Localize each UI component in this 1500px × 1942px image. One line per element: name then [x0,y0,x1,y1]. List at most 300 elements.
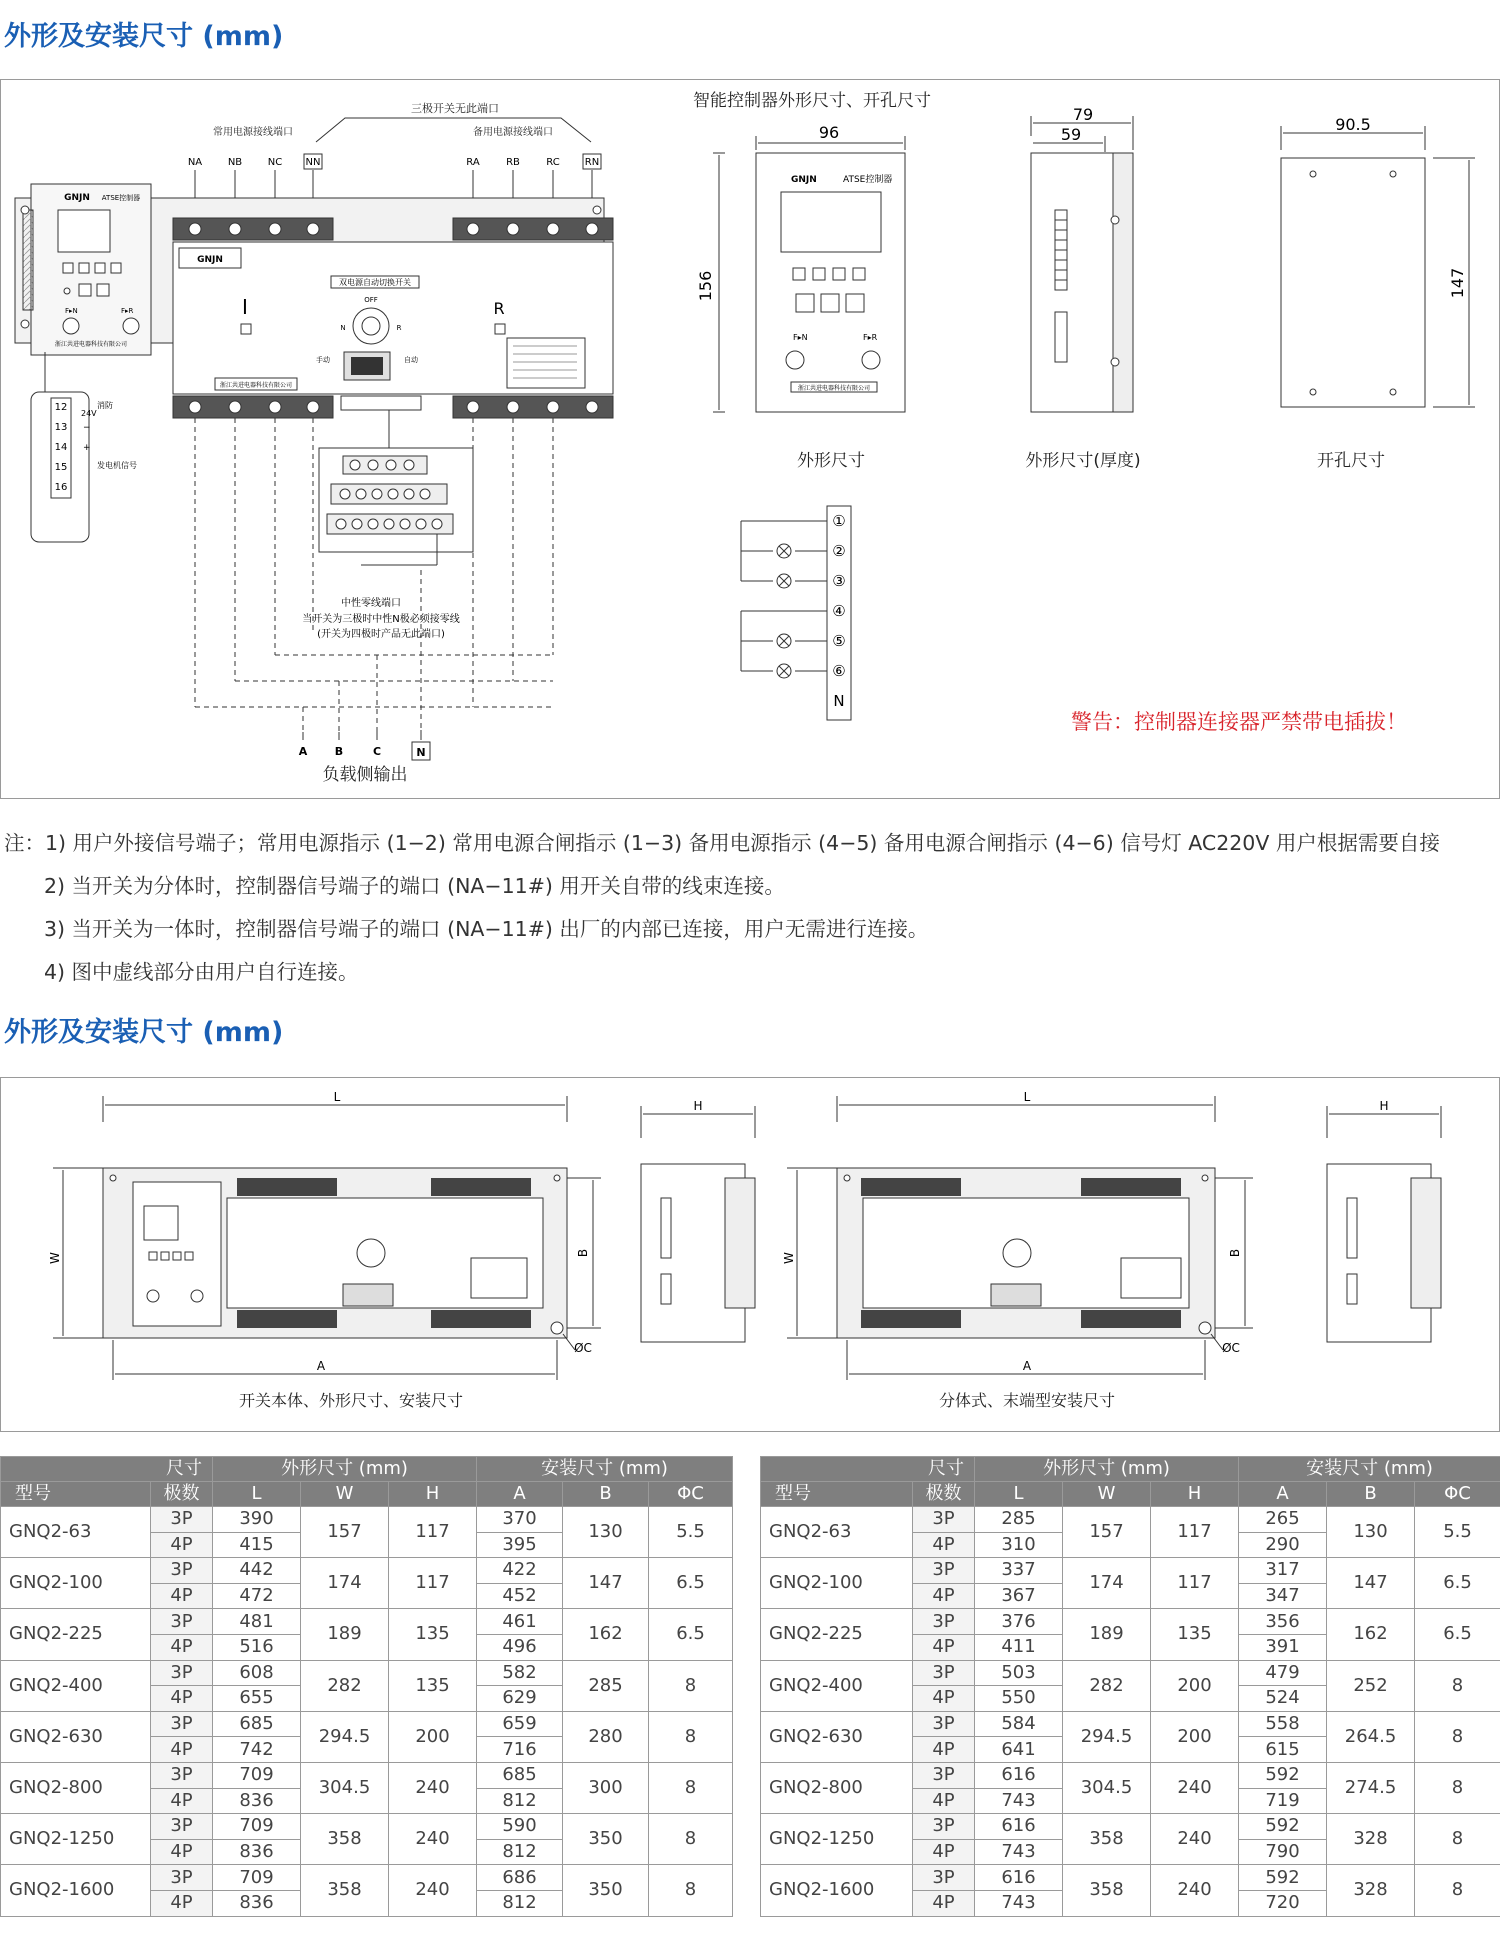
l-cell: 310 [975,1532,1063,1558]
pole-cell: 4P [151,1634,213,1660]
c-cell: 8 [1415,1865,1500,1916]
generator-signal-label: 发电机信号 [97,461,137,470]
header-b: B [1327,1482,1415,1507]
table-row [761,1660,1500,1686]
dim-96: 96 [818,123,840,142]
table-row [761,1762,1500,1788]
l-cell: 709 [213,1762,301,1788]
a-cell: 812 [477,1788,563,1814]
switch-company: 浙江共进电器科技有限公司 [219,382,293,389]
h-cell: 135 [389,1609,477,1660]
l-cell: 376 [975,1609,1063,1635]
b-cell: 274.5 [1327,1762,1415,1813]
model-cell: GNQ2-63 [1,1507,151,1558]
a-cell: 370 [477,1507,563,1533]
dim-156: 156 [696,270,715,302]
table-row [1,1762,733,1788]
l-cell: 655 [213,1686,301,1712]
pole-cell: 3P [151,1609,213,1635]
c-cell: 8 [649,1865,733,1916]
h-cell: 240 [389,1814,477,1865]
b-cell: 350 [563,1814,649,1865]
dim-b: B [576,1248,590,1258]
pole-cell: 3P [151,1814,213,1840]
table-row [761,1558,1500,1584]
pole-cell: 4P [913,1634,975,1660]
l-cell: 836 [213,1788,301,1814]
signal-terminal: ① [832,512,846,530]
c-cell: 6.5 [1415,1558,1500,1609]
w-cell: 189 [301,1609,389,1660]
section-title-2: 外形及安装尺寸 (mm) [4,1017,284,1048]
load-terminal: A [298,745,308,758]
header-a: A [1239,1482,1327,1507]
neutral-label: 中性零线端口 [341,598,401,609]
dim-79: 79 [1072,105,1094,124]
signal-terminal: N [833,692,845,710]
w-cell: 189 [1063,1609,1151,1660]
pole-cell: 3P [151,1711,213,1737]
l-cell: 337 [975,1558,1063,1584]
terminal-label: NA [187,157,203,168]
controller-front-view [696,123,905,412]
h-cell: 240 [389,1865,477,1916]
table-row [1,1558,733,1584]
a-cell: 391 [1239,1634,1327,1660]
a-cell: 265 [1239,1507,1327,1533]
a-cell: 716 [477,1737,563,1763]
terminal-label: RB [506,157,520,168]
model-cell: GNQ2-225 [761,1609,913,1660]
dim-l-right: L [1023,1090,1031,1104]
controller-dims-title: 智能控制器外形尺寸、开孔尺寸 [693,91,931,111]
a-cell: 290 [1239,1532,1327,1558]
plus-label: + [83,443,91,453]
a-cell: 812 [477,1839,563,1865]
h-cell: 135 [389,1660,477,1711]
header-l: L [213,1482,301,1507]
pole-cell: 4P [151,1686,213,1712]
pole-cell: 4P [151,1788,213,1814]
dim-w-right: W [782,1252,796,1264]
c-cell: 8 [1415,1762,1500,1813]
terminal-number: 16 [54,482,68,493]
controller-name: ATSE控制器 [101,194,141,202]
three-pole-note: 三极开关无此端口 [411,102,499,115]
dim-phic: ØC [574,1341,592,1355]
header-w: W [1063,1482,1151,1507]
model-cell: GNQ2-630 [1,1711,151,1762]
table-row [761,1711,1500,1737]
w-cell: 358 [301,1814,389,1865]
l-cell: 836 [213,1839,301,1865]
w-cell: 174 [1063,1558,1151,1609]
caption-cutout: 开孔尺寸 [1317,451,1385,471]
c-cell: 8 [649,1762,733,1813]
header-install: 安装尺寸 (mm) [1239,1457,1500,1482]
b-cell: 350 [563,1865,649,1916]
c-cell: 5.5 [1415,1507,1500,1558]
pole-cell: 3P [913,1762,975,1788]
w-cell: 294.5 [301,1711,389,1762]
c-cell: 8 [1415,1660,1500,1711]
neutral-note-1: 当开关为三极时中性N极必须接零线 [302,614,460,625]
pole-cell: 4P [151,1890,213,1916]
pole-cell: 3P [913,1507,975,1533]
header-l: L [975,1482,1063,1507]
terminal-label: RN [584,157,600,168]
a-cell: 659 [477,1711,563,1737]
pole-cell: 3P [913,1660,975,1686]
terminal-number: 14 [54,442,68,453]
l-cell: 616 [975,1814,1063,1840]
w-cell: 157 [1063,1507,1151,1558]
position-r: R [493,299,505,318]
manual-label: 手动 [316,356,330,364]
header-size: 尺寸 [761,1457,975,1482]
warning-text: 警告：控制器连接器严禁带电插拔！ [1071,710,1407,734]
h-cell: 240 [1151,1865,1239,1916]
h-cell: 117 [1151,1507,1239,1558]
table-row [1,1711,733,1737]
table-row [761,1609,1500,1635]
header-poles: 极数 [151,1482,213,1507]
table-row [1,1507,733,1533]
c-cell: 6.5 [1415,1609,1500,1660]
switch-side-view-left [641,1099,755,1342]
dim-147: 147 [1448,267,1467,299]
spec-table-split [760,1456,1500,1917]
model-cell: GNQ2-100 [761,1558,913,1609]
switch-label: 双电源自动切换开关 [339,278,411,287]
signal-terminal: ⑤ [832,632,846,650]
h-cell: 200 [1151,1711,1239,1762]
w-cell: 358 [1063,1814,1151,1865]
spec-table-integrated [0,1456,733,1917]
c-cell: 8 [649,1711,733,1762]
pole-cell: 4P [913,1737,975,1763]
section-title-1: 外形及安装尺寸 (mm) [4,21,284,52]
header-outline: 外形尺寸 (mm) [213,1457,477,1482]
header-b: B [563,1482,649,1507]
controller-cutout-view [1281,115,1475,407]
signal-terminal-diagram [741,506,851,720]
dim-a: A [316,1359,326,1373]
l-cell: 481 [213,1609,301,1635]
a-cell: 395 [477,1532,563,1558]
minus-label: − [83,423,91,433]
caption-outline: 外形尺寸 [797,451,865,471]
header-outline: 外形尺寸 (mm) [975,1457,1239,1482]
ctrl-name: ATSE控制器 [843,175,893,185]
a-cell: 790 [1239,1839,1327,1865]
backup-source-label: 备用电源接线端口 [473,127,553,138]
dim-l: L [333,1090,341,1104]
pole-cell: 3P [913,1865,975,1891]
outline-diagram [1,1078,1498,1430]
w-cell: 174 [301,1558,389,1609]
pole-cell: 3P [913,1558,975,1584]
dim-90-5: 90.5 [1335,115,1371,134]
l-cell: 472 [213,1583,301,1609]
pole-cell: 4P [913,1890,975,1916]
h-cell: 240 [389,1762,477,1813]
b-cell: 264.5 [1327,1711,1415,1762]
b-cell: 162 [563,1609,649,1660]
h-cell: 135 [1151,1609,1239,1660]
l-cell: 709 [213,1865,301,1891]
a-cell: 629 [477,1686,563,1712]
l-cell: 550 [975,1686,1063,1712]
header-c: ΦC [1415,1482,1500,1507]
terminal-label: NC [267,157,283,168]
w-cell: 304.5 [1063,1762,1151,1813]
a-cell: 582 [477,1660,563,1686]
table-row [761,1865,1500,1891]
header-c: ΦC [649,1482,733,1507]
knob-off: OFF [364,296,378,304]
l-cell: 367 [975,1583,1063,1609]
w-cell: 282 [301,1660,389,1711]
model-cell: GNQ2-1250 [761,1814,913,1865]
l-cell: 743 [975,1890,1063,1916]
neutral-note-2: (开关为四极时产品无此端口) [317,629,445,640]
terminal-number: 12 [54,402,68,413]
header-model: 型号 [761,1482,913,1507]
l-cell: 442 [213,1558,301,1584]
a-cell: 496 [477,1634,563,1660]
w-cell: 282 [1063,1660,1151,1711]
table-row [761,1507,1500,1533]
header-size: 尺寸 [1,1457,213,1482]
model-cell: GNQ2-630 [761,1711,913,1762]
top-terminal-labels [188,154,601,169]
model-cell: GNQ2-1600 [761,1865,913,1916]
header-h: H [1151,1482,1239,1507]
a-cell: 686 [477,1865,563,1891]
l-cell: 411 [975,1634,1063,1660]
a-cell: 590 [477,1814,563,1840]
pole-cell: 4P [151,1737,213,1763]
knob-r: R [396,324,402,332]
b-cell: 280 [563,1711,649,1762]
split-type-outline [782,1090,1253,1380]
a-cell: 592 [1239,1762,1327,1788]
terminal-label: NN [305,157,321,168]
table-row [761,1814,1500,1840]
pole-cell: 4P [151,1583,213,1609]
dim-a-right: A [1022,1359,1032,1373]
note-3: 3) 当开关为一体时，控制器信号端子的端口 (NA−11#) 出厂的内部已连接，用户无需进行连接。 [44,917,929,941]
a-cell: 812 [477,1890,563,1916]
fr-label: F▸R [121,307,134,315]
pole-cell: 3P [151,1762,213,1788]
pole-cell: 4P [913,1788,975,1814]
a-cell: 592 [1239,1814,1327,1840]
model-cell: GNQ2-400 [1,1660,151,1711]
a-cell: 479 [1239,1660,1327,1686]
model-cell: GNQ2-1600 [1,1865,151,1916]
w-cell: 358 [301,1865,389,1916]
terminal-number: 15 [54,462,68,473]
a-cell: 592 [1239,1865,1327,1891]
h-cell: 117 [389,1507,477,1558]
pole-cell: 4P [913,1583,975,1609]
l-cell: 743 [975,1839,1063,1865]
a-cell: 347 [1239,1583,1327,1609]
a-cell: 461 [477,1609,563,1635]
signal-terminal: ⑥ [832,662,846,680]
voltage-label: 24V [81,409,97,418]
caption-thickness: 外形尺寸(厚度) [1025,451,1141,471]
wiring-diagram-box [0,79,1500,799]
l-cell: 415 [213,1532,301,1558]
b-cell: 300 [563,1762,649,1813]
signal-terminal: ③ [832,572,846,590]
controller-side-view [1031,105,1133,412]
l-cell: 709 [213,1814,301,1840]
switch-side-view-right [1327,1099,1441,1342]
pole-cell: 4P [913,1686,975,1712]
l-cell: 608 [213,1660,301,1686]
w-cell: 294.5 [1063,1711,1151,1762]
terminal-number: 13 [54,422,68,433]
pole-cell: 4P [913,1532,975,1558]
pole-cell: 4P [151,1839,213,1865]
header-poles: 极数 [913,1482,975,1507]
a-cell: 720 [1239,1890,1327,1916]
dim-59: 59 [1060,125,1082,144]
l-cell: 584 [975,1711,1063,1737]
w-cell: 358 [1063,1865,1151,1916]
normal-source-label: 常用电源接线端口 [213,127,293,138]
table-row [1,1814,733,1840]
ctrl-fn: F▸N [793,333,808,342]
b-cell: 162 [1327,1609,1415,1660]
pole-cell: 3P [151,1660,213,1686]
l-cell: 616 [975,1865,1063,1891]
l-cell: 390 [213,1507,301,1533]
a-cell: 422 [477,1558,563,1584]
c-cell: 8 [1415,1814,1500,1865]
b-cell: 147 [1327,1558,1415,1609]
load-terminal: C [372,745,382,758]
pole-cell: 4P [151,1532,213,1558]
c-cell: 6.5 [649,1558,733,1609]
table-row [1,1609,733,1635]
w-cell: 157 [301,1507,389,1558]
l-cell: 503 [975,1660,1063,1686]
l-cell: 742 [213,1737,301,1763]
signal-terminal: ② [832,542,846,560]
a-cell: 615 [1239,1737,1327,1763]
header-install: 安装尺寸 (mm) [477,1457,733,1482]
controller-brand: GNJN [64,193,90,203]
model-cell: GNQ2-800 [761,1762,913,1813]
b-cell: 147 [563,1558,649,1609]
a-cell: 719 [1239,1788,1327,1814]
dim-w: W [48,1252,62,1264]
terminal-label: NB [227,157,243,168]
model-cell: GNQ2-63 [761,1507,913,1558]
header-w: W [301,1482,389,1507]
c-cell: 6.5 [649,1609,733,1660]
b-cell: 130 [563,1507,649,1558]
pole-cell: 4P [913,1839,975,1865]
b-cell: 285 [563,1660,649,1711]
pole-cell: 3P [913,1711,975,1737]
table-row [1,1865,733,1891]
c-cell: 5.5 [649,1507,733,1558]
pole-cell: 3P [151,1865,213,1891]
c-cell: 8 [649,1660,733,1711]
pole-cell: 3P [913,1609,975,1635]
knob-n: N [340,324,346,332]
a-cell: 685 [477,1762,563,1788]
h-cell: 200 [389,1711,477,1762]
auto-label: 自动 [404,356,418,364]
h-cell: 240 [1151,1762,1239,1813]
b-cell: 328 [1327,1865,1415,1916]
load-terminal: N [416,746,426,759]
pole-cell: 3P [913,1814,975,1840]
dim-b-right: B [1228,1248,1242,1258]
model-cell: GNQ2-225 [1,1609,151,1660]
note-4: 4) 图中虚线部分由用户自行连接。 [44,960,359,984]
a-cell: 356 [1239,1609,1327,1635]
note-1: 注：1) 用户外接信号端子；常用电源指示 (1−2) 常用电源合闸指示 (1−3) 备用电源指示 (4−5) 备用电源合闸指示 (4−6) 信号灯 AC220V 用户根据需要自接 [4,831,1440,855]
header-a: A [477,1482,563,1507]
a-cell: 317 [1239,1558,1327,1584]
ctrl-brand: GNJN [791,175,817,185]
controller-company: 浙江共进电器科技有限公司 [54,341,128,348]
l-cell: 285 [975,1507,1063,1533]
load-terminal: B [334,745,344,758]
model-cell: GNQ2-1250 [1,1814,151,1865]
c-cell: 8 [1415,1711,1500,1762]
l-cell: 616 [975,1762,1063,1788]
pole-cell: 3P [151,1558,213,1584]
switch-brand: GNJN [197,255,223,265]
c-cell: 8 [649,1814,733,1865]
l-cell: 743 [975,1788,1063,1814]
outline-diagram-box [0,1077,1500,1432]
w-cell: 304.5 [301,1762,389,1813]
header-model: 型号 [1,1482,151,1507]
l-cell: 641 [975,1737,1063,1763]
table-row [1,1660,733,1686]
signal-terminal: ④ [832,602,846,620]
ctrl-fr: F▸R [863,333,878,342]
pole-cell: 3P [151,1507,213,1533]
note-2: 2) 当开关为分体时，控制器信号端子的端口 (NA−11#) 用开关自带的线束连接。 [44,874,785,898]
b-cell: 252 [1327,1660,1415,1711]
load-output-label: 负载侧输出 [322,765,408,785]
h-cell: 240 [1151,1814,1239,1865]
h-cell: 117 [389,1558,477,1609]
l-cell: 836 [213,1890,301,1916]
dim-h: H [693,1099,703,1113]
l-cell: 516 [213,1634,301,1660]
caption-split-type: 分体式、末端型安装尺寸 [938,1391,1116,1410]
terminal-label: RC [546,157,560,168]
b-cell: 328 [1327,1814,1415,1865]
a-cell: 452 [477,1583,563,1609]
h-cell: 200 [1151,1660,1239,1711]
wiring-diagram [1,80,1498,797]
position-i: I [242,295,248,319]
load-terminals [299,742,430,760]
